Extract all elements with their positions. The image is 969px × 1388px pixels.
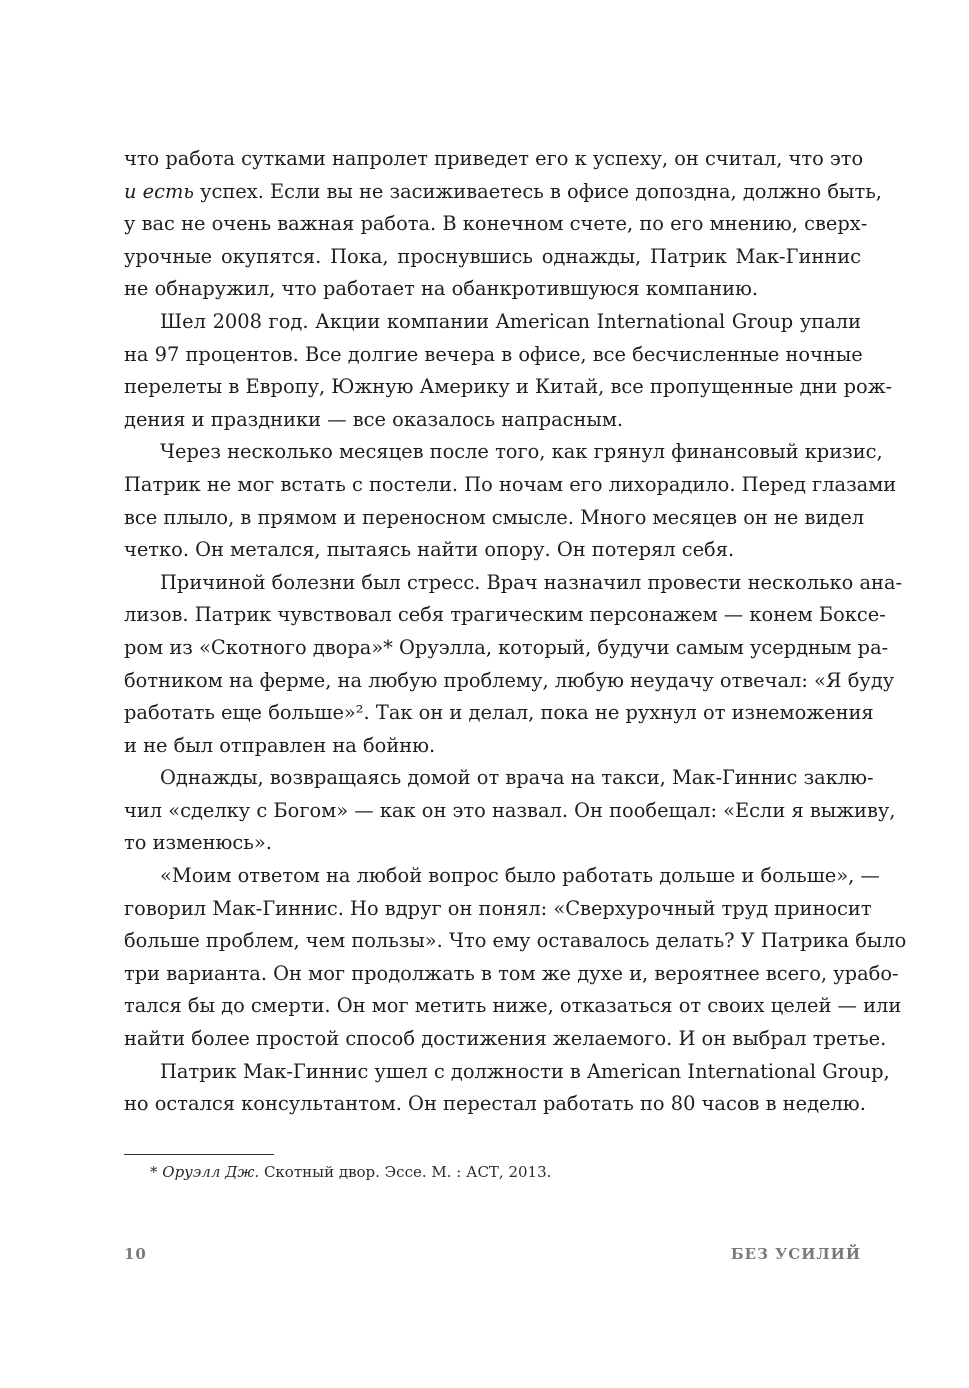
page-number: 10: [124, 1245, 147, 1263]
text-line: Причиной болезни был стресс. Врач назначил провести несколько ана-: [160, 570, 903, 594]
text-line: Шел 2008 год. Акции компании American International Group упали: [160, 309, 861, 333]
text-line: у вас не очень важная работа. В конечном счете, по его мнению, сверх-: [124, 212, 868, 236]
text-line: дения и праздники — все оказалось напрасным.: [124, 407, 624, 431]
text-line: найти более простой способ достижения желаемого. И он выбрал третье.: [124, 1027, 887, 1051]
text-line: Патрик Мак-Гиннис ушел с должности в American International Group,: [160, 1059, 890, 1083]
text-line: тался бы до смерти. Он мог метить ниже, отказаться от своих целей — или: [124, 994, 902, 1018]
paragraph: [124, 1056, 890, 1121]
footnote-rule: [124, 1154, 274, 1155]
text-line: все плыло, в прямом и переносном смысле. Много месяцев он не видел: [124, 505, 865, 529]
text-line: чил «сделку с Богом» — как он это назвал. Он пообещал: «Если я выживу,: [124, 798, 896, 822]
body-text: [124, 143, 907, 1121]
text-line: работать еще больше»². Так он и делал, пока не рухнул от изнеможения: [124, 701, 874, 725]
text-line: больше проблем, чем пользы». Что ему оставалось делать? У Патрика было: [124, 929, 907, 953]
text-line: «Моим ответом на любой вопрос было работать дольше и больше», —: [160, 864, 880, 888]
paragraph: [124, 860, 907, 1056]
text-line: и не был отправлен на бойню.: [124, 733, 436, 757]
paragraph: [124, 762, 896, 860]
paragraph: [124, 306, 893, 436]
text-line: то изменюсь».: [124, 831, 272, 855]
text-line: три варианта. Он мог продолжать в том же духе и, вероятнее всего, урабо-: [124, 961, 899, 985]
text-line: Через несколько месяцев после того, как грянул финансовый кризис,: [160, 440, 883, 464]
text-line: четко. Он метался, пытаясь найти опору. Он потерял себя.: [124, 538, 735, 562]
footnote-marker: *: [150, 1163, 158, 1181]
text-line: лизов. Патрик чувствовал себя трагическим персонажем — конем Боксе-: [124, 603, 886, 627]
text-line: Патрик не мог встать с постели. По ночам его лихорадило. Перед глазами: [124, 472, 897, 496]
text-line: урочные окупятся. Пока, проснувшись однажды, Патрик Мак-Гиннис: [124, 244, 861, 268]
text-line: Однажды, возвращаясь домой от врача на такси, Мак-Гиннис заклю-: [160, 766, 874, 790]
text-line: говорил Мак-Гиннис. Но вдруг он понял: «Сверхурочный труд приносит: [124, 896, 872, 920]
text-line: не обнаружил, что работает на обанкротившуюся компанию.: [124, 277, 759, 301]
footnote-text: Скотный двор. Эссе. М. : АСТ, 2013.: [263, 1163, 552, 1181]
paragraph: [124, 143, 882, 306]
running-title: БЕЗ УСИЛИЙ: [730, 1245, 861, 1263]
footnote-author: Оруэлл Дж.: [162, 1163, 260, 1181]
text-line: что работа сутками напролет приведет его к успеху, он считал, что это: [124, 147, 864, 170]
text-line: и есть успех. Если вы не засиживаетесь в офисе допоздна, должно быть,: [124, 179, 882, 203]
text-line: на 97 процентов. Все долгие вечера в офисе, все бесчисленные ночные: [124, 342, 863, 366]
text-line: ром из «Скотного двора»* Оруэлла, который, будучи самым усердным ра-: [124, 635, 889, 659]
paragraph: [124, 436, 897, 566]
paragraph: [124, 567, 903, 763]
footnote: [150, 1161, 551, 1183]
text-line: ботником на ферме, на любую проблему, любую неудачу отвечал: «Я буду: [124, 668, 895, 692]
text-line: перелеты в Европу, Южную Америку и Китай, все пропущенные дни рож-: [124, 375, 893, 399]
emphasis: и есть: [124, 179, 194, 203]
text-line: но остался консультантом. Он перестал работать по 80 часов в неделю.: [124, 1092, 866, 1116]
